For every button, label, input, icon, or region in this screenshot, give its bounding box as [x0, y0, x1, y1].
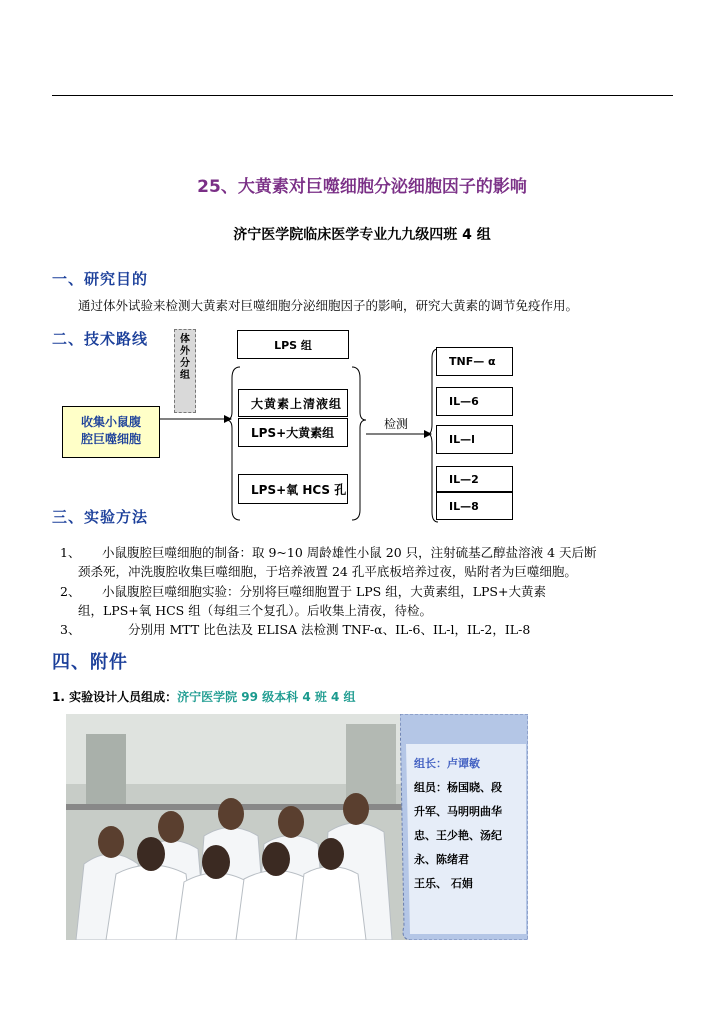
team-composition [52, 688, 356, 705]
method-item-1 [60, 543, 680, 579]
detect-label: 检测 [384, 417, 409, 431]
collect-line: 收集小鼠腹 [80, 415, 141, 429]
team-label: 1. 实验设计人员组成： [52, 690, 178, 704]
team-photo [66, 714, 412, 940]
team-member-line: 忠、王少艳、汤纪 [414, 829, 502, 842]
vertical-char: 分 [180, 358, 190, 369]
method-line: 小鼠腹腔巨噬细胞实验：分别将巨噬细胞置于 LPS 组，大黄素组，LPS+大黄素 [102, 584, 546, 599]
section3-heading: 三、实验方法 [52, 508, 149, 526]
method-item-3 [60, 620, 680, 639]
method-item-2 [60, 582, 680, 618]
groups-right-brace [352, 367, 366, 520]
vertical-char: 体 [180, 334, 190, 345]
team-members-text [414, 752, 526, 896]
section1-text: 通过体外试验来检测大黄素对巨噬细胞分泌细胞因子的影响，研究大黄素的调节免疫作用。 [78, 298, 579, 313]
team-member-line: 永、陈绪君 [414, 853, 469, 866]
method-number: 2、 [60, 584, 81, 599]
method-line: 颈杀死，冲洗腹腔收集巨噬细胞，于培养液置 24 孔平底板培养过夜，贴附者为巨噬细胞。 [78, 564, 577, 579]
section2-heading: 二、技术路线 [52, 330, 149, 348]
method-line: 分别用 MTT 比色法及 ELISA 法检测 TNF-α、IL-6、IL-l，IL-2，IL-8 [128, 622, 531, 637]
method-number: 3、 [60, 622, 81, 637]
vertical-char: 外 [180, 346, 190, 357]
group-lps: LPS 组 [237, 330, 349, 359]
cytokine-il2: IL—2 [436, 466, 513, 492]
method-line: 组，LPS+氧 HCS 组（每组三个复孔）。后收集上清夜，待检。 [78, 603, 432, 618]
group-lps-emodin: LPS+大黄素组 [238, 418, 348, 447]
team-member-line: 王乐、 石娟 [414, 877, 473, 890]
cytokine-il8: IL—8 [436, 492, 513, 520]
team-value: 济宁医学院 99 级本科 4 班 4 组 [177, 690, 356, 704]
group-lps-hcs: LPS+氧 HCS 孔 [238, 474, 348, 504]
vertical-char: 组 [180, 370, 190, 381]
method-number: 1、 [60, 545, 81, 560]
cytokine-tnf: TNF— α [436, 347, 513, 376]
document-title: 25、大黄素对巨噬细胞分泌细胞因子的影响 [197, 177, 527, 197]
collect-line: 腔巨噬细胞 [80, 432, 141, 446]
team-member-line: 组员：杨国晓、段 [414, 781, 502, 794]
document-subtitle: 济宁医学院临床医学专业九九级四班 4 组 [233, 227, 491, 243]
method-line: 小鼠腹腔巨噬细胞的制备：取 9~10 周龄雄性小鼠 20 只，注射硫基乙醇盐溶液 4 天后断 [102, 545, 597, 560]
section4-heading: 四、附件 [52, 652, 128, 673]
cytokine-il1: IL—l [436, 425, 513, 454]
team-photo-illustration [66, 714, 412, 940]
cytokine-il6: IL—6 [436, 387, 513, 416]
section1-heading: 一、研究目的 [52, 270, 149, 288]
group-emodin-supernatant: 大黄素上清液组 [238, 389, 348, 417]
team-member-line: 升军、马明明曲华 [414, 805, 502, 818]
team-leader: 组长：卢谭敏 [414, 757, 480, 770]
